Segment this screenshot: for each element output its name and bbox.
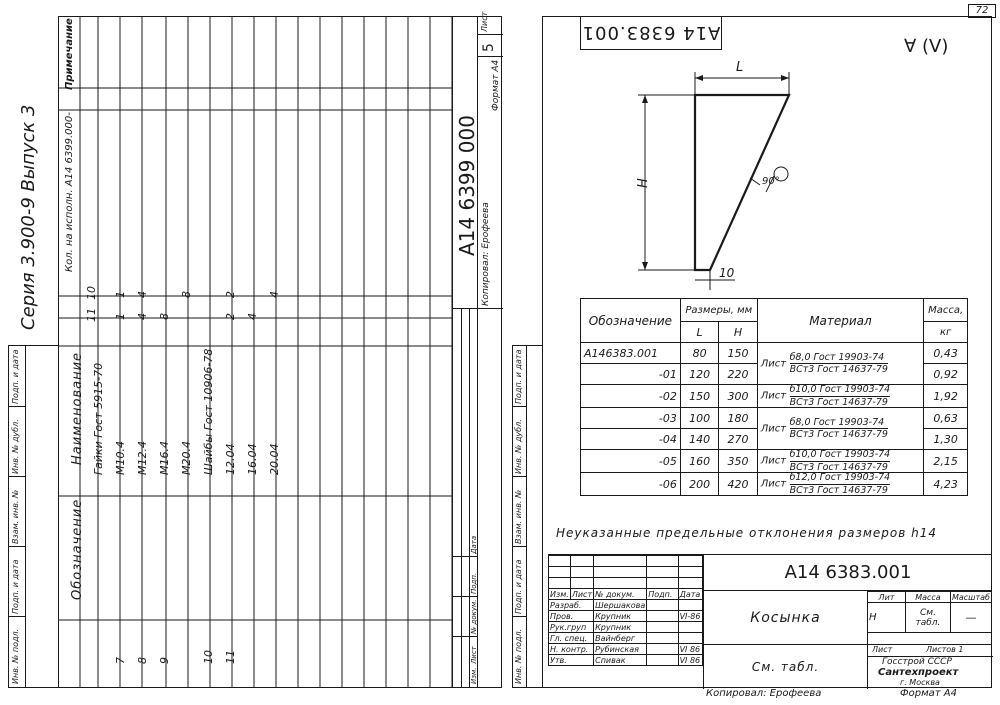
exec-label: Кол. на исполн. А14 6399.000- <box>64 112 75 272</box>
mat-top: б8,0 Гост 19903-74 <box>790 353 888 365</box>
dim-label-10: 10 <box>719 266 735 280</box>
dim-label-h: H <box>636 178 651 188</box>
row-material <box>757 343 923 385</box>
page-number: 72 <box>975 5 989 16</box>
row-h: 270 <box>719 429 757 450</box>
header-designation: Обозначение <box>70 498 85 600</box>
spec-row-name: 16.04 <box>246 443 259 475</box>
tb-sheets-label: Листов 1 <box>926 645 964 654</box>
row-l: 100 <box>680 408 718 429</box>
tb-date <box>678 633 702 644</box>
left-stamp-label: № докум. <box>470 599 478 634</box>
spec-row-name: М10.4 <box>114 441 127 475</box>
tb-role: Гл. спец. <box>549 633 594 644</box>
mat-bot: ВСт3 Гост 14637-79 <box>789 484 888 496</box>
tb-mass-label: Масса <box>905 592 950 603</box>
row-material <box>757 473 923 496</box>
left-stamp-label: Дата <box>470 535 478 554</box>
left-doc-code: А14 6399 000 <box>455 115 479 256</box>
row-code: -05 <box>581 450 681 473</box>
sheet-word: Лист <box>760 478 787 490</box>
tb-lit-value: Н <box>868 603 906 633</box>
tb-person-row <box>549 622 703 633</box>
tb-head-cell: Лист <box>571 589 593 599</box>
spec-row-q11: 1 <box>114 291 127 298</box>
spec-row-name: 20.04 <box>268 443 281 475</box>
roughness-symbol: ∀ (V) <box>904 36 949 57</box>
spec-row-q11: 8 <box>180 291 193 298</box>
row-l: 120 <box>680 364 718 385</box>
tb-date <box>678 600 702 611</box>
left-side-strip <box>8 345 58 688</box>
row-h: 300 <box>719 385 757 408</box>
spec-row-q11: 2 <box>224 291 237 298</box>
tb-mass-value: См. табл. <box>905 603 950 633</box>
spec-row-name: 12.04 <box>224 443 237 475</box>
tb-head-cell: № докум. <box>594 589 647 600</box>
row-code: -04 <box>581 429 681 450</box>
qty-col-10: 10 <box>85 286 98 300</box>
sheet-word: Лист <box>760 423 787 434</box>
row-code: -02 <box>581 385 681 408</box>
tb-org1: Госстрой СССР <box>882 657 952 667</box>
right-side-label-3: Взам. инв. № <box>514 489 523 544</box>
tb-person: Вайнберг <box>594 633 647 644</box>
row-l: 200 <box>680 473 718 496</box>
tb-date: VI-86 <box>678 611 702 622</box>
tb-scale-value: — <box>950 603 991 633</box>
tb-sheet-label: Лист <box>872 645 893 654</box>
tb-org3: г. Москва <box>900 678 940 687</box>
sheet-word: Лист <box>760 358 787 369</box>
th-designation: Обозначение <box>581 299 681 343</box>
tb-date: VI 86 <box>678 644 702 655</box>
tb-scale-label: Масштаб <box>951 592 990 602</box>
spec-row-q11: 4 <box>268 291 281 298</box>
side-label-1: Инв. № подл. <box>11 628 20 684</box>
tb-role: Пров. <box>549 611 594 622</box>
tb-head-cell: Дата <box>678 589 702 600</box>
tolerance-note: Неуказанные предельные отклонения размеров h14 <box>556 526 937 540</box>
tb-date: VI 86 <box>678 655 702 666</box>
left-format: Формат А4 <box>491 59 501 111</box>
row-code: -06 <box>581 473 681 496</box>
header-note: Примечание <box>64 18 75 90</box>
tb-lit-label: Лит <box>868 592 906 603</box>
left-copied-by: Копировал: Ерофеева <box>481 202 491 306</box>
row-l: 140 <box>680 429 718 450</box>
spec-row-q11: 4 <box>136 291 149 298</box>
tb-doc-code: А14 6383.001 <box>784 562 912 583</box>
row-l: 150 <box>680 385 718 408</box>
table-row <box>581 450 968 473</box>
row-h: 420 <box>719 473 757 496</box>
title-block <box>548 554 992 688</box>
right-side-label-1: Инв. № подл. <box>514 628 523 684</box>
table-row <box>581 408 968 429</box>
row-h: 220 <box>719 364 757 385</box>
spec-row-name: М16.4 <box>158 441 171 475</box>
tb-role: Н. контр. <box>549 644 594 655</box>
spec-row-pos: 10 <box>202 650 215 664</box>
row-material <box>757 450 923 473</box>
row-material <box>757 408 923 450</box>
spec-grid <box>58 16 478 688</box>
mat-bot: ВСт3 Гост 14637-79 <box>789 364 888 375</box>
left-stamp-label: Подп. <box>470 572 478 594</box>
angle-label: 90° <box>762 176 780 187</box>
tb-see-table: См. табл. <box>751 660 820 674</box>
spec-row-name: М12.4 <box>136 441 149 475</box>
tb-person-row <box>549 611 703 622</box>
th-material: Материал <box>757 299 923 343</box>
right-copied-by: Копировал: Ерофеева <box>706 688 822 699</box>
tb-person: Рубинская <box>594 644 647 655</box>
mat-top: б12,0 Гост 19903-74 <box>789 472 891 483</box>
spec-row-pos: 7 <box>114 657 127 664</box>
left-sheet-number: 5 <box>481 43 497 52</box>
mat-top: б10,0 Гост 19903-74 <box>789 449 891 460</box>
tb-date <box>678 622 702 633</box>
tb-part-name: Косынка <box>750 610 821 626</box>
row-h: 350 <box>719 450 757 473</box>
mirrored-code: А14 6383.001 <box>581 22 721 43</box>
row-mass: 4,23 <box>924 473 968 496</box>
spec-row-q10: 8 <box>158 313 171 320</box>
spec-row-name: Шайбы Гост 10906-78 <box>202 348 215 475</box>
left-sheet-label: Лист <box>480 11 489 32</box>
dim-label-l: L <box>736 60 744 75</box>
right-side-label-2: Подп. и дата <box>514 559 523 614</box>
table-row <box>581 343 968 364</box>
tb-head-cell: Изм. <box>550 589 569 599</box>
side-label-3: Взам. инв. № <box>11 489 20 544</box>
tb-head <box>549 589 703 600</box>
row-code: -01 <box>581 364 681 385</box>
spec-row-q10: 4 <box>246 313 259 320</box>
series-title: Серия 3.900-9 Выпуск 3 <box>18 104 39 330</box>
tb-person: Крупник <box>594 611 647 622</box>
spec-row-q10: 4 <box>136 313 149 320</box>
row-mass: 2,15 <box>924 450 968 473</box>
row-h: 180 <box>719 408 757 429</box>
th-mass: Масса, <box>924 299 968 322</box>
left-stamp-label: Лист <box>470 646 478 664</box>
qty-col-11: 11 <box>85 308 98 322</box>
row-mass: 1,92 <box>924 385 968 408</box>
row-code: -03 <box>581 408 681 429</box>
row-mass: 1,30 <box>924 429 968 450</box>
material-table <box>580 298 968 496</box>
tb-person-row <box>549 655 703 666</box>
th-sizes: Размеры, мм <box>680 299 757 322</box>
right-side-strip <box>512 345 542 688</box>
mat-top: б10,0 Гост 19903-74 <box>789 384 891 395</box>
mat-bot: ВСт3 Гост 14637-79 <box>789 461 888 473</box>
row-h: 150 <box>719 343 757 364</box>
right-side-label-4: Инв. № дубл. <box>514 419 523 474</box>
spec-row-q10: 1 <box>114 313 127 320</box>
spec-row-pos: 11 <box>224 650 237 664</box>
left-stamp <box>452 11 502 688</box>
tb-role: Разраб. <box>549 600 594 611</box>
side-label-4: Инв. № дубл. <box>11 419 20 474</box>
tb-person-row <box>549 644 703 655</box>
sheet-word: Лист <box>760 455 787 467</box>
sheet-word: Лист <box>760 390 787 402</box>
spec-row-pos: 9 <box>158 657 171 664</box>
mat-bot: ВСт3 Гост 14637-79 <box>789 396 888 408</box>
tb-person: Крупник <box>594 622 647 633</box>
table-row <box>581 473 968 496</box>
row-mass: 0,63 <box>924 408 968 429</box>
mat-top: б8,0 Гост 19903-74 <box>790 418 888 430</box>
tb-person: Шершакова <box>595 600 646 610</box>
th-l: L <box>680 322 718 343</box>
tb-person-row <box>549 600 703 611</box>
row-mass: 0,43 <box>924 343 968 364</box>
right-format: Формат А4 <box>900 688 957 699</box>
row-mass: 0,92 <box>924 364 968 385</box>
tb-org2: Сантехпроект <box>878 667 959 678</box>
mirrored-code-box <box>580 16 722 50</box>
side-label-5: Подп. и дата <box>11 349 20 404</box>
table-row <box>581 385 968 408</box>
tb-head-cell: Подп. <box>647 589 678 600</box>
mat-bot: ВСт3 Гост 14637-79 <box>789 429 888 440</box>
tb-role: Утв. <box>549 655 594 666</box>
spec-row-name: М20.4 <box>180 441 193 475</box>
row-l: 160 <box>680 450 718 473</box>
side-label-2: Подп. и дата <box>11 559 20 614</box>
tb-role: Рук.груп <box>549 622 594 633</box>
spec-row-pos: 8 <box>136 657 149 664</box>
th-mass-unit: кг <box>924 322 968 343</box>
tb-person-row <box>549 633 703 644</box>
row-l: 80 <box>680 343 718 364</box>
spec-row-name: Гайки Гост 5915-70 <box>92 362 105 475</box>
row-code: А146383.001 <box>581 343 681 364</box>
right-side-label-5: Подп. и дата <box>514 349 523 404</box>
header-name: Наименование <box>70 351 85 465</box>
gusset-drawing <box>600 50 840 290</box>
th-h: H <box>719 322 757 343</box>
row-material <box>757 385 923 408</box>
tb-person: Спивак <box>594 655 647 666</box>
left-stamp-label: Изм. <box>470 667 478 684</box>
spec-row-q10: 2 <box>224 313 237 320</box>
